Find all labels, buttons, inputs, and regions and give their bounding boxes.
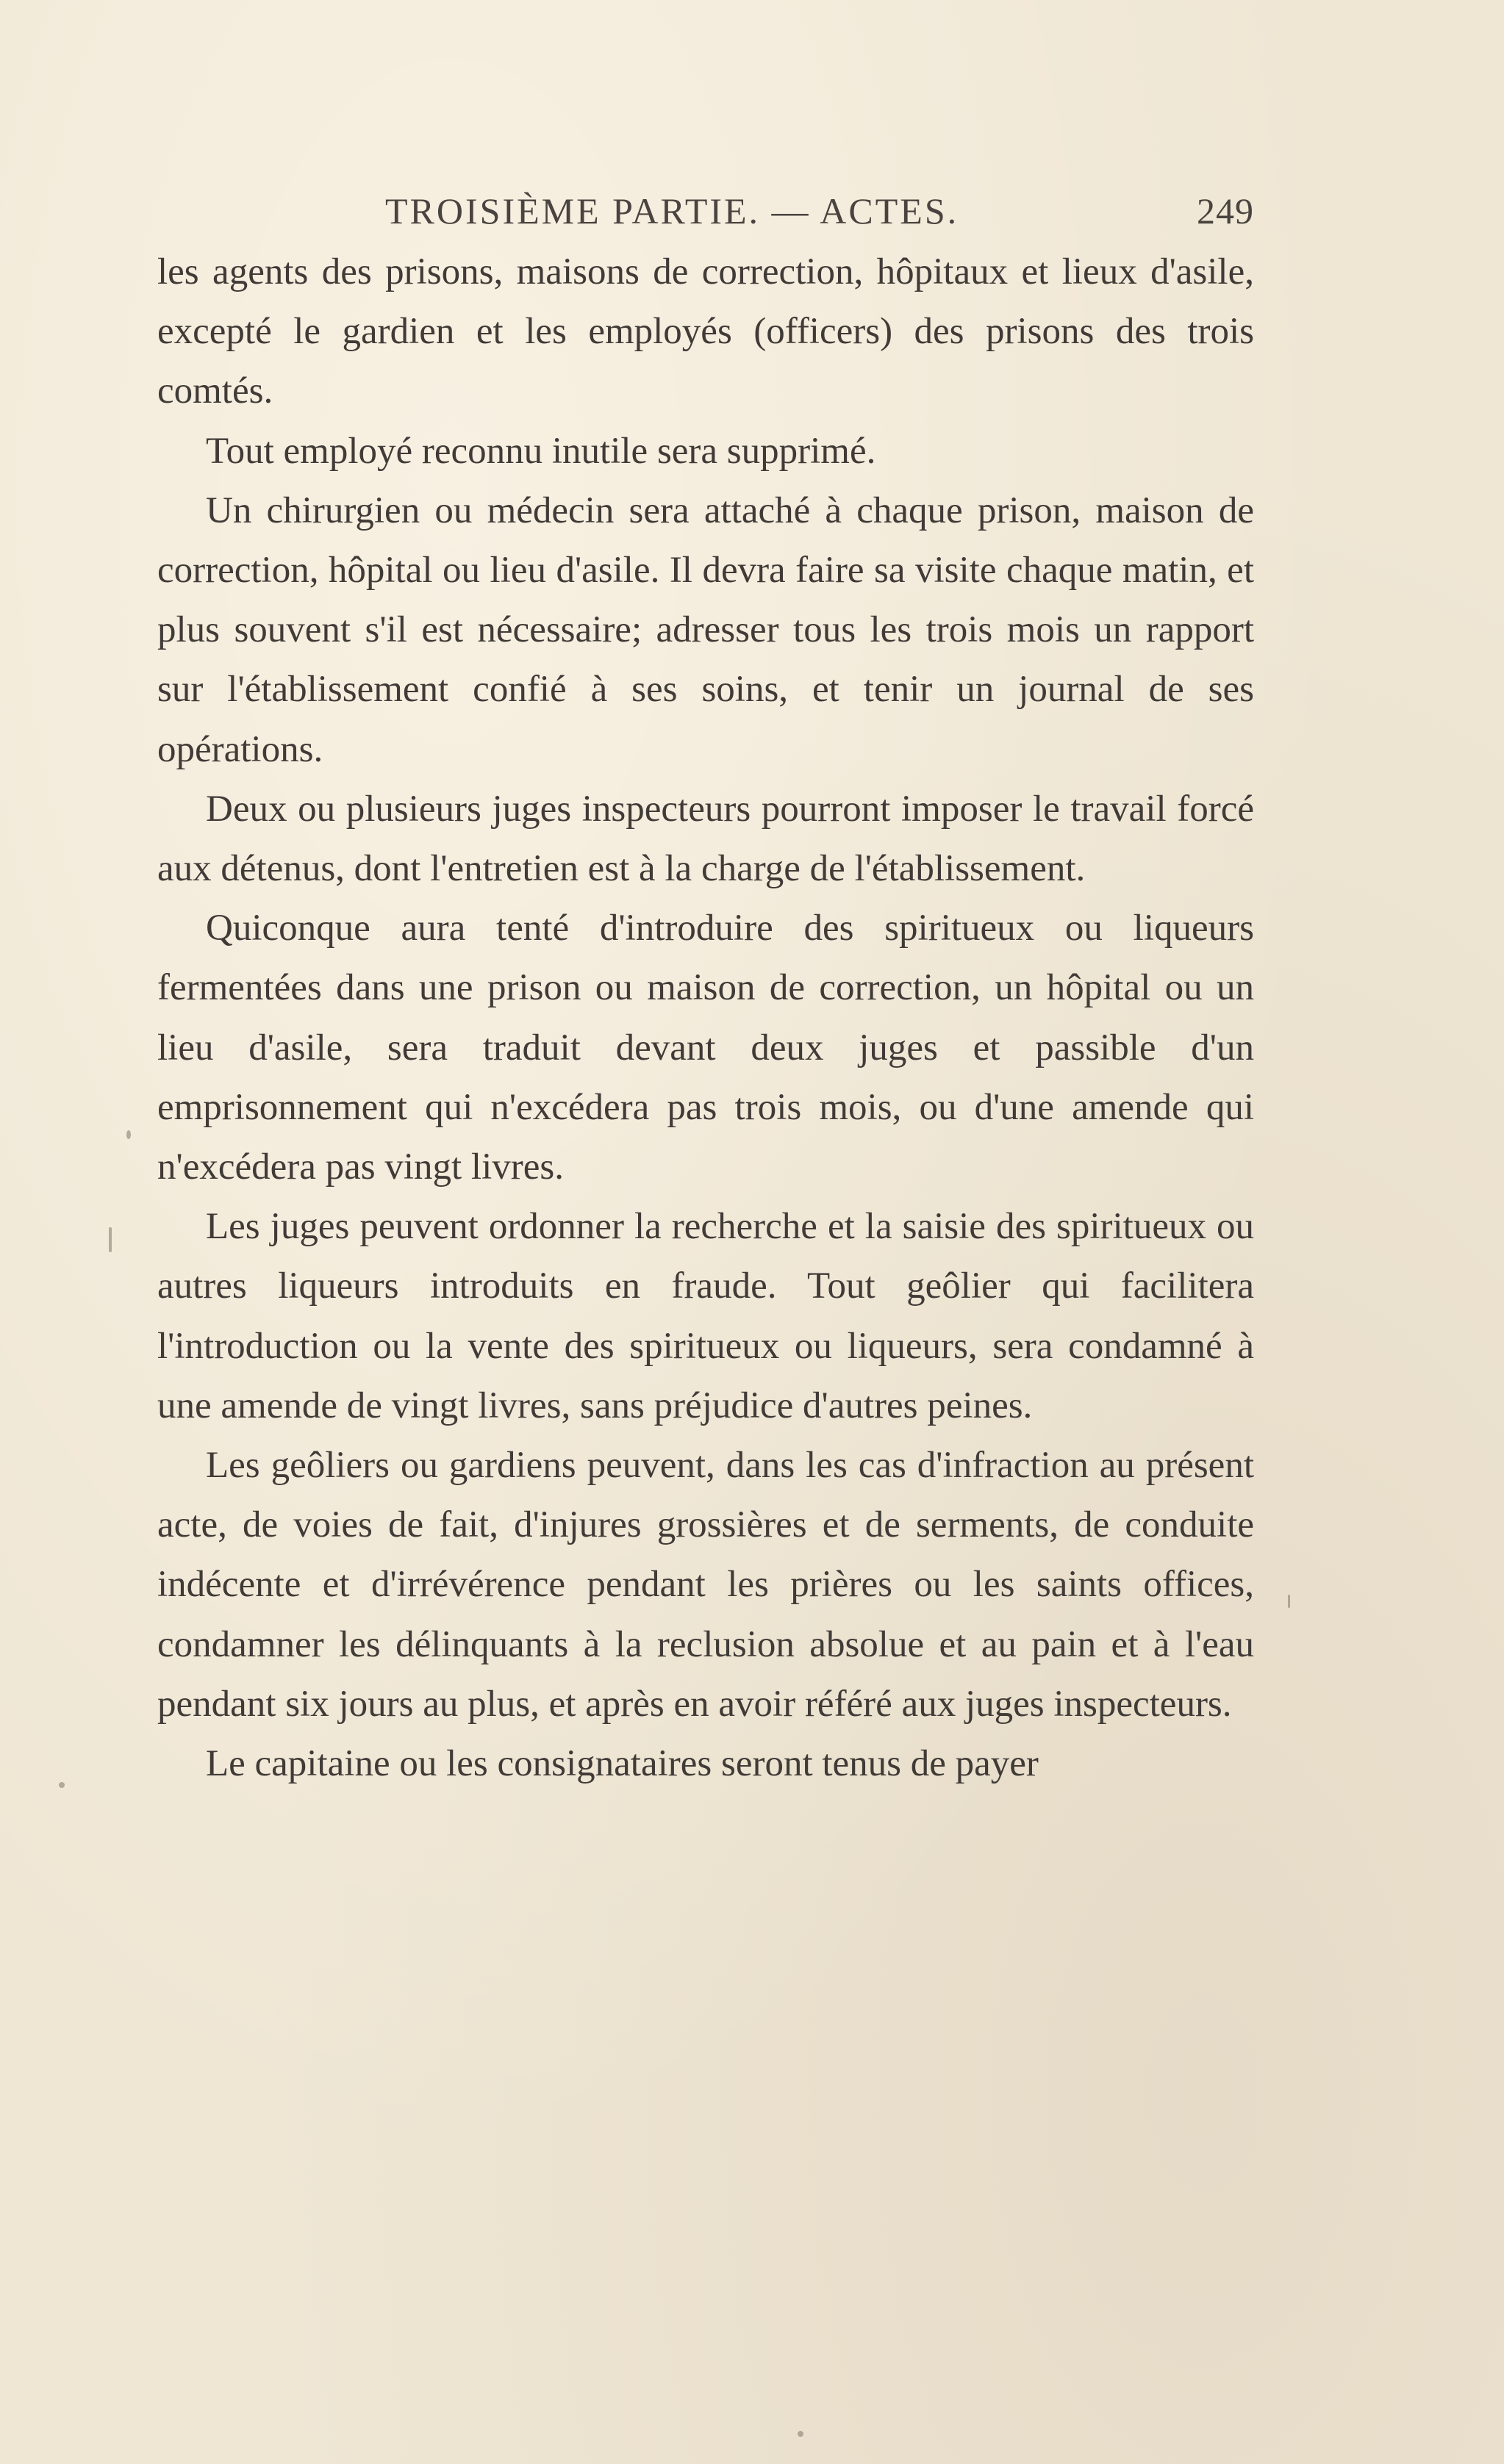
paper-speck: [1288, 1595, 1290, 1608]
paragraph-continued: les agents des prisons, maisons de correction, hôpitaux et lieux d'asile, excepté le gardien et les employés (officers) des prisons des trois comtés.: [157, 251, 1254, 412]
paper-speck: [126, 1130, 131, 1139]
paragraph: Les geôliers ou gardiens peuvent, dans les cas d'infraction au présent acte, de voies de fait, d'injures grossières et de serments, de conduite indécente et d'irrévérence pendant les prières ou les saints offices, condamner les délinquants à la reclusion absolue et au pain et à l'eau pendant six jours au plus, et après en avoir référé aux juges inspecteurs.: [157, 1445, 1254, 1725]
paragraph: Tout employé reconnu inutile sera supprimé.: [206, 430, 876, 472]
paragraph-last: Le capitaine ou les consignataires seront tenus de payer: [206, 1743, 1039, 1785]
paper-speck: [798, 2431, 803, 2437]
running-title: TROISIÈME PARTIE. — ACTES.: [385, 190, 959, 231]
paragraph: Deux ou plusieurs juges inspecteurs pourront imposer le travail forcé aux détenus, dont l'entretien est à la charge de l'établissement.: [157, 788, 1254, 890]
paragraph: Quiconque aura tenté d'introduire des spiritueux ou liqueurs fermentées dans une prison ou maison de correction, un hôpital ou un lieu d'asile, sera traduit devant deux juges et passible d'un emprisonnement qui n'excédera pas trois mois, ou d'une amende qui n'excédera pas vingt livres.: [157, 908, 1254, 1188]
paper-speck: [59, 1782, 65, 1788]
page-number: 249: [1197, 190, 1254, 231]
book-page: [157, 184, 1254, 1794]
running-head: [157, 184, 1254, 243]
paragraph: Un chirurgien ou médecin sera attaché à chaque prison, maison de correction, hôpital ou lieu d'asile. Il devra faire sa visite chaque matin, et plus souvent s'il est nécessaire; adresser tous les trois mois un rapport sur l'établissement confié à ses soins, et tenir un journal de ses opérations.: [157, 489, 1254, 770]
paper-speck: [109, 1227, 112, 1252]
body-text: [157, 243, 1254, 1794]
paragraph: Les juges peuvent ordonner la recherche et la saisie des spiritueux ou autres liqueurs introduits en fraude. Tout geôlier qui facilitera l'introduction ou la vente des spiritueux ou liqueurs, sera condamné à une amende de vingt livres, sans préjudice d'autres peines.: [157, 1206, 1254, 1426]
